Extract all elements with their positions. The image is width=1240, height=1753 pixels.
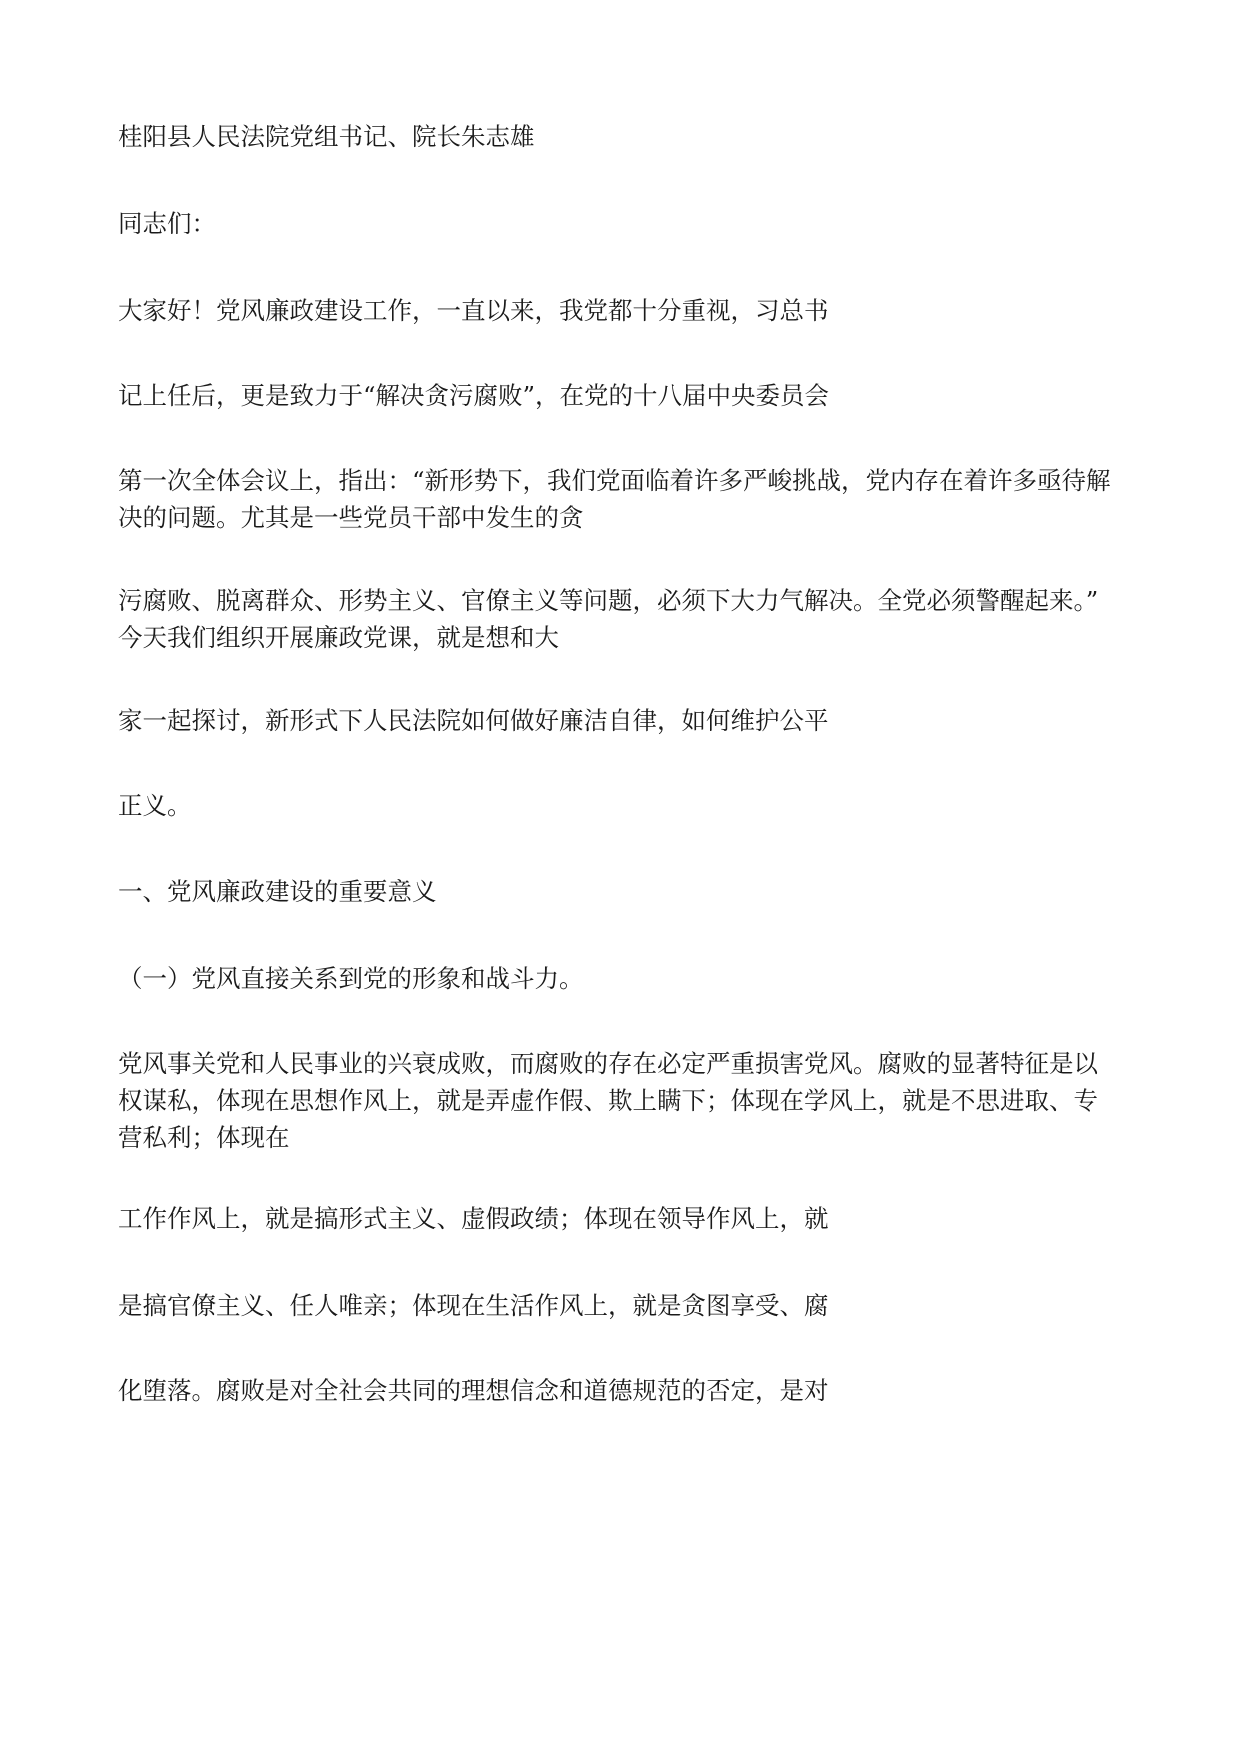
text-line: 污腐败、脱离群众、形势主义、官僚主义等问题，必须下大力气解决。全党必须警醒起来。” [118,586,1099,615]
text-line: 第一次全体会议上，指出：“新形势下，我们党面临着许多严峻挑战，党内存在着许多亟待解 [118,466,1111,495]
text-line: 工作作风上，就是搞形式主义、虚假政绩；体现在领导作风上，就 [118,1204,829,1233]
text-line: 桂阳县人民法院党组书记、院长朱志雄 [118,122,535,151]
author-line [118,118,1128,155]
paragraph [118,702,1128,739]
text-line: 同志们： [118,209,216,238]
text-line: 权谋私，体现在思想作风上，就是弄虚作假、欺上瞒下；体现在学风上，就是不思进取、专 [118,1086,1098,1115]
text-line: 决的问题。尤其是一些党员干部中发生的贪 [118,503,584,532]
paragraph [118,377,1128,414]
text-line: 党风事关党和人民事业的兴衰成败，而腐败的存在必定严重损害党风。腐败的显著特征是以 [118,1049,1098,1078]
paragraph [118,582,1128,656]
subsection-heading [118,960,1128,997]
text-line: 家一起探讨，新形式下人民法院如何做好廉洁自律，如何维护公平 [118,706,829,735]
paragraph [118,1045,1128,1156]
paragraph [118,462,1128,536]
paragraph [118,1287,1128,1324]
text-line: 一、党风廉政建设的重要意义 [118,877,437,906]
greeting [118,205,1128,242]
text-line: 今天我们组织开展廉政党课，就是想和大 [118,623,559,652]
paragraph [118,787,1128,824]
text-line: 大家好！党风廉政建设工作，一直以来，我党都十分重视，习总书 [118,296,829,325]
paragraph [118,1200,1128,1237]
text-line: 记上任后，更是致力于“解决贪污腐败”，在党的十八届中央委员会 [118,381,830,410]
text-line: 是搞官僚主义、任人唯亲；体现在生活作风上，就是贪图享受、腐 [118,1291,829,1320]
text-line: 正义。 [118,791,192,820]
paragraph [118,292,1128,329]
section-heading [118,873,1128,910]
text-line: 化堕落。腐败是对全社会共同的理想信念和道德规范的否定，是对 [118,1376,829,1405]
paragraph [118,1372,1128,1409]
text-line: 营私利；体现在 [118,1123,290,1152]
text-line: （一）党风直接关系到党的形象和战斗力。 [118,964,584,993]
